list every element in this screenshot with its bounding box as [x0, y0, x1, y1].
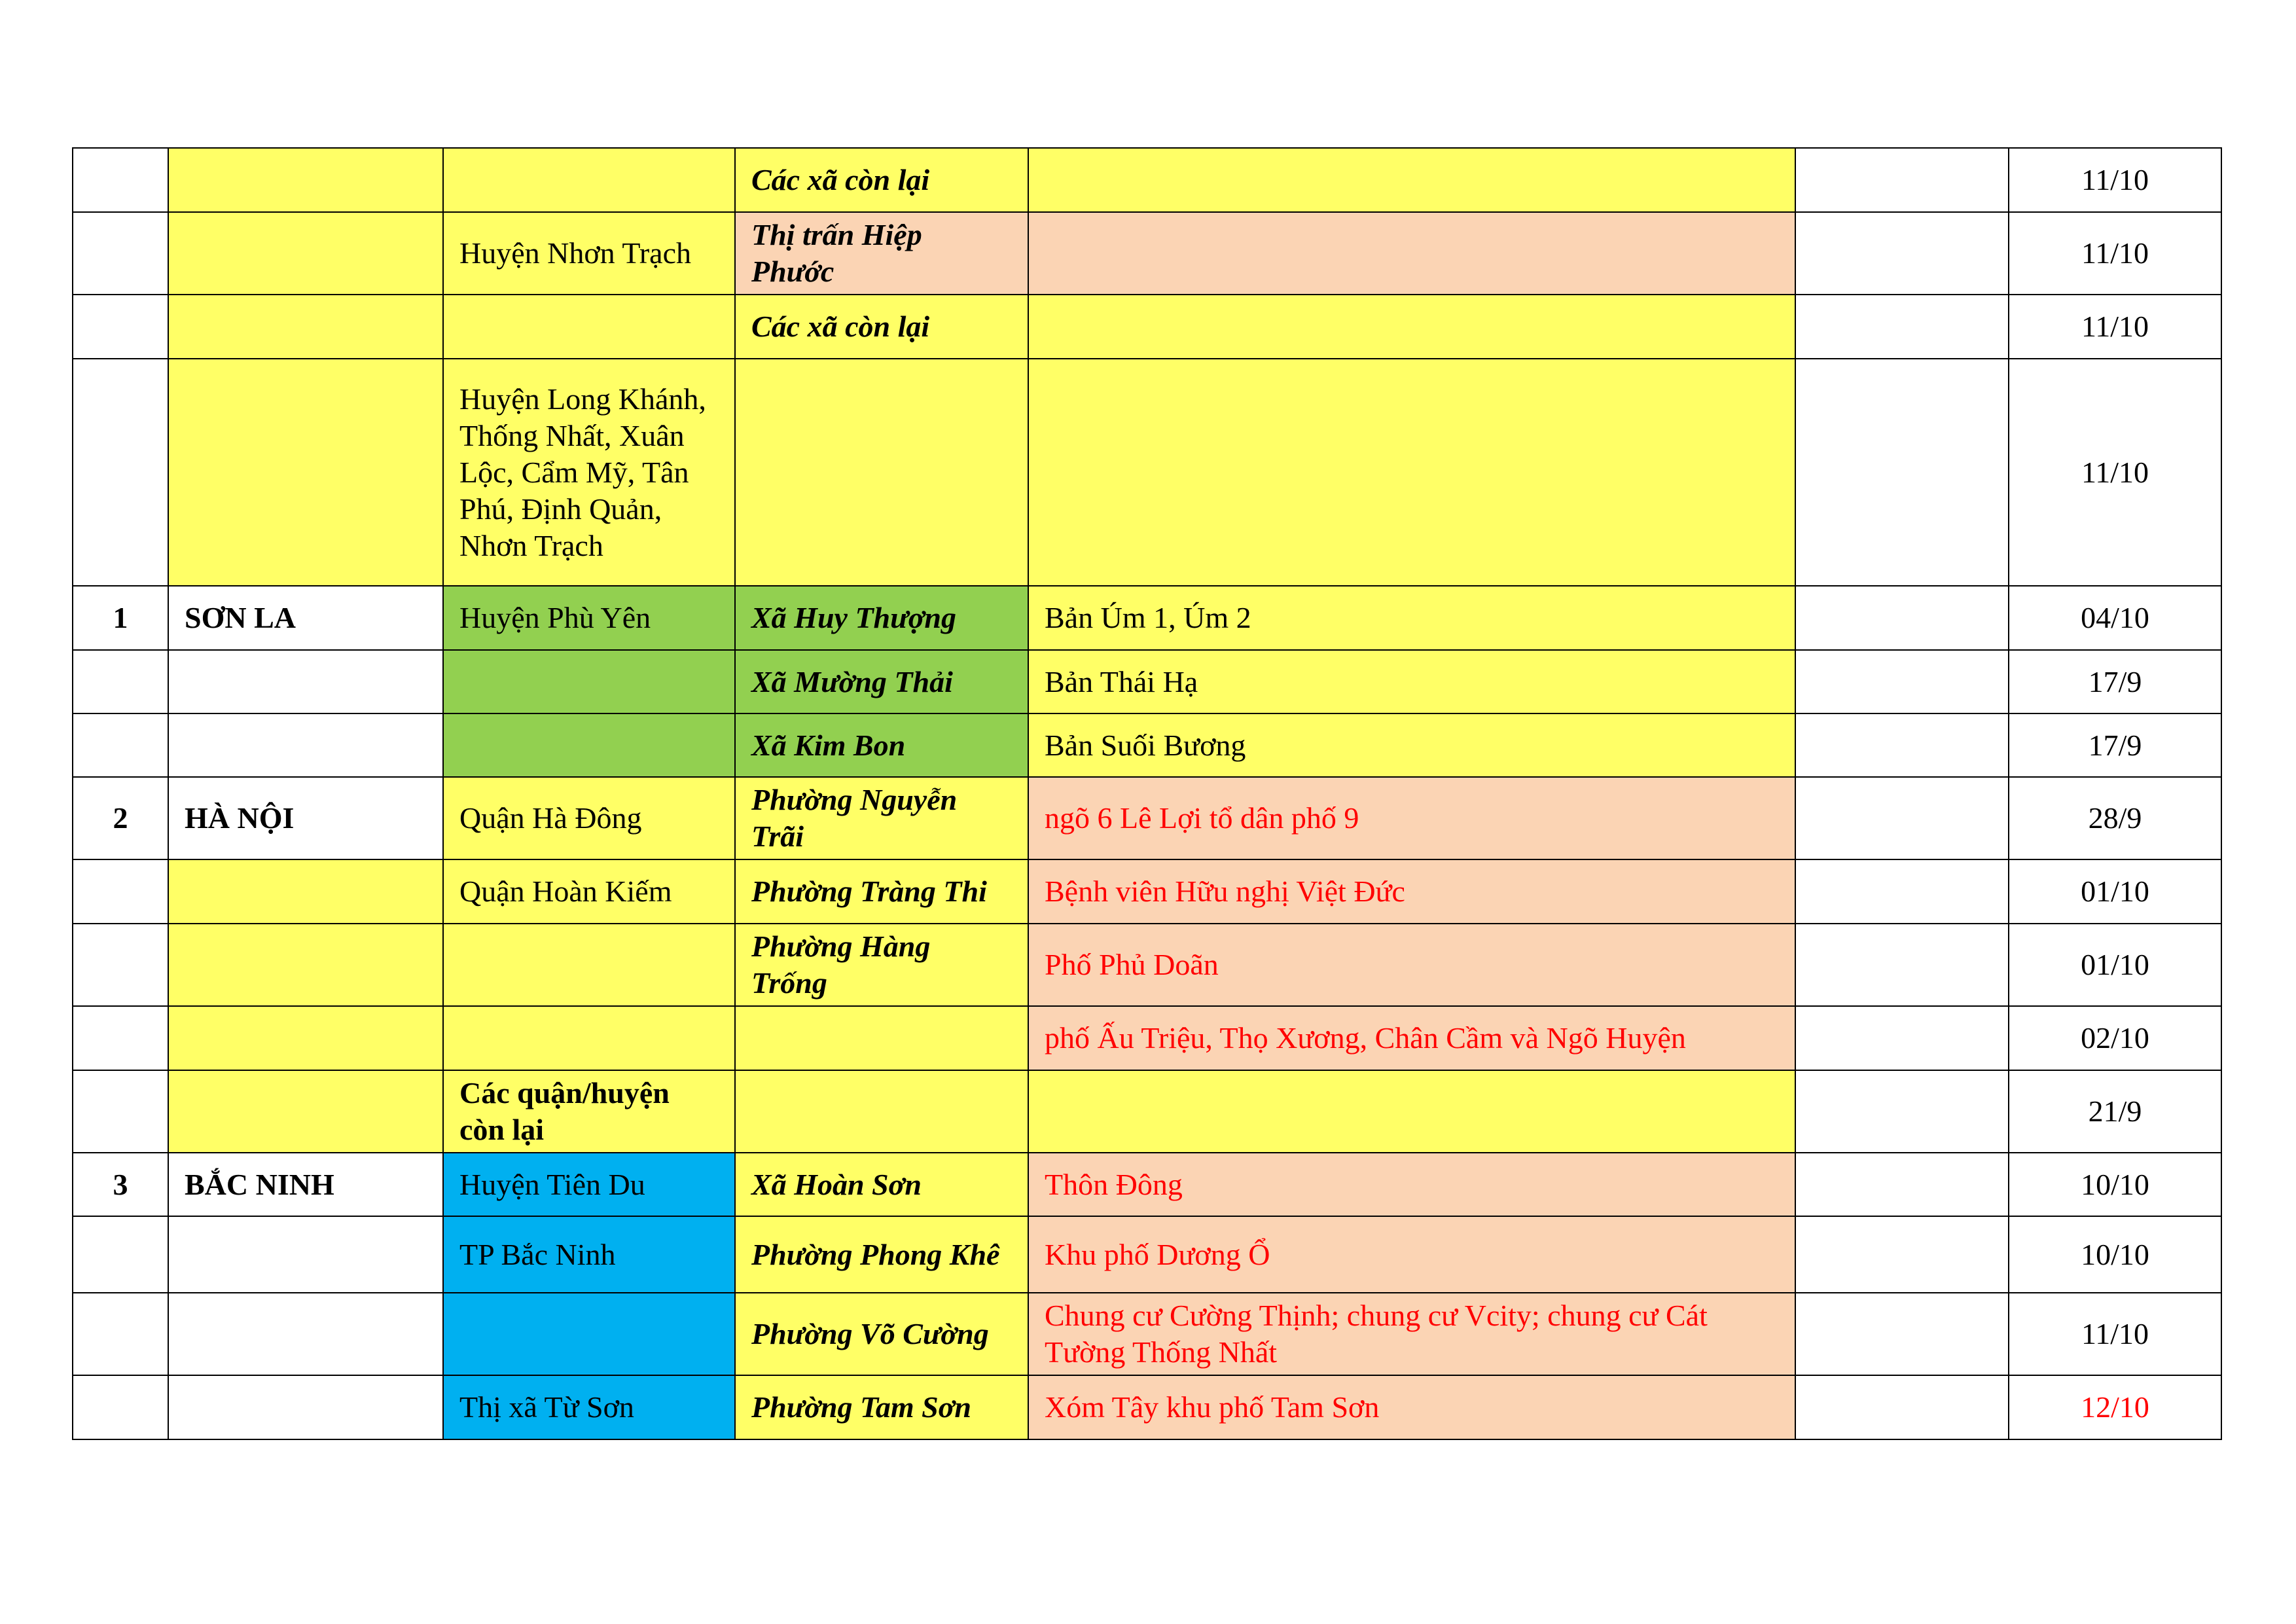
province-cell	[168, 859, 443, 924]
place-cell: Bản Suối Bương	[1028, 713, 1795, 777]
ward-cell: Phường Phong Khê	[735, 1216, 1028, 1293]
table-row	[73, 1216, 2221, 1293]
district-cell: Quận Hoàn Kiếm	[443, 859, 735, 924]
note-cell	[1795, 713, 2009, 777]
table-row	[73, 1153, 2221, 1216]
province-cell	[168, 295, 443, 359]
table-row	[73, 924, 2221, 1006]
stt-cell: 1	[73, 586, 168, 650]
note-cell	[1795, 859, 2009, 924]
stt-cell	[73, 295, 168, 359]
ward-cell: Thị trấn Hiệp Phước	[735, 212, 1028, 295]
date-cell: 21/9	[2009, 1070, 2221, 1153]
table-row	[73, 295, 2221, 359]
province-cell	[168, 713, 443, 777]
date-cell: 28/9	[2009, 777, 2221, 859]
note-cell	[1795, 586, 2009, 650]
date-cell: 11/10	[2009, 1293, 2221, 1375]
table-row	[73, 359, 2221, 586]
district-cell: Huyện Tiên Du	[443, 1153, 735, 1216]
ward-cell: Phường Hàng Trống	[735, 924, 1028, 1006]
place-cell: Bản Úm 1, Úm 2	[1028, 586, 1795, 650]
stt-cell	[73, 1006, 168, 1070]
table-row	[73, 859, 2221, 924]
date-cell: 04/10	[2009, 586, 2221, 650]
stt-cell	[73, 212, 168, 295]
district-cell	[443, 1293, 735, 1375]
date-cell: 11/10	[2009, 148, 2221, 212]
ward-cell: Xã Kim Bon	[735, 713, 1028, 777]
district-cell: Quận Hà Đông	[443, 777, 735, 859]
stt-cell	[73, 924, 168, 1006]
place-cell	[1028, 295, 1795, 359]
place-cell: ngõ 6 Lê Lợi tổ dân phố 9	[1028, 777, 1795, 859]
ward-cell: Xã Hoàn Sơn	[735, 1153, 1028, 1216]
place-cell: Bản Thái Hạ	[1028, 650, 1795, 713]
stt-cell	[73, 650, 168, 713]
province-cell	[168, 1293, 443, 1375]
place-cell: Phố Phủ Doãn	[1028, 924, 1795, 1006]
place-cell	[1028, 359, 1795, 586]
district-cell	[443, 295, 735, 359]
stt-cell	[73, 713, 168, 777]
district-cell: Huyện Long Khánh, Thống Nhất, Xuân Lộc, Cẩm Mỹ, Tân Phú, Định Quản, Nhơn Trạch	[443, 359, 735, 586]
province-cell: SƠN LA	[168, 586, 443, 650]
date-cell: 10/10	[2009, 1153, 2221, 1216]
district-cell	[443, 713, 735, 777]
note-cell	[1795, 1293, 2009, 1375]
province-cell	[168, 1006, 443, 1070]
stt-cell	[73, 148, 168, 212]
date-cell: 17/9	[2009, 713, 2221, 777]
district-cell: TP Bắc Ninh	[443, 1216, 735, 1293]
place-cell: phố Ấu Triệu, Thọ Xương, Chân Cầm và Ngõ Huyện	[1028, 1006, 1795, 1070]
province-cell	[168, 1375, 443, 1439]
table-row	[73, 586, 2221, 650]
place-cell: Khu phố Dương Ổ	[1028, 1216, 1795, 1293]
note-cell	[1795, 295, 2009, 359]
district-cell: Các quận/huyện còn lại	[443, 1070, 735, 1153]
ward-cell: Phường Nguyễn Trãi	[735, 777, 1028, 859]
place-cell: Bệnh viên Hữu nghị Việt Đức	[1028, 859, 1795, 924]
date-cell: 02/10	[2009, 1006, 2221, 1070]
note-cell	[1795, 650, 2009, 713]
district-cell: Thị xã Từ Sơn	[443, 1375, 735, 1439]
stt-cell	[73, 1216, 168, 1293]
province-cell	[168, 148, 443, 212]
stt-cell	[73, 1070, 168, 1153]
province-cell	[168, 359, 443, 586]
table-row	[73, 1375, 2221, 1439]
stt-cell	[73, 859, 168, 924]
table-row	[73, 212, 2221, 295]
note-cell	[1795, 1070, 2009, 1153]
ward-cell: Phường Võ Cường	[735, 1293, 1028, 1375]
ward-cell	[735, 1070, 1028, 1153]
table-row	[73, 650, 2221, 713]
place-cell	[1028, 1070, 1795, 1153]
table-row	[73, 713, 2221, 777]
place-cell: Thôn Đông	[1028, 1153, 1795, 1216]
province-cell	[168, 924, 443, 1006]
place-cell: Xóm Tây khu phố Tam Sơn	[1028, 1375, 1795, 1439]
date-cell: 11/10	[2009, 359, 2221, 586]
ward-cell: Phường Tam Sơn	[735, 1375, 1028, 1439]
table-row	[73, 1293, 2221, 1375]
note-cell	[1795, 1216, 2009, 1293]
province-cell	[168, 650, 443, 713]
ward-cell	[735, 1006, 1028, 1070]
date-cell: 01/10	[2009, 924, 2221, 1006]
note-cell	[1795, 777, 2009, 859]
stt-cell: 3	[73, 1153, 168, 1216]
province-cell: BẮC NINH	[168, 1153, 443, 1216]
ward-cell: Xã Huy Thượng	[735, 586, 1028, 650]
ward-cell: Các xã còn lại	[735, 148, 1028, 212]
stt-cell: 2	[73, 777, 168, 859]
note-cell	[1795, 359, 2009, 586]
ward-cell	[735, 359, 1028, 586]
district-cell: Huyện Phù Yên	[443, 586, 735, 650]
district-cell	[443, 148, 735, 212]
district-cell	[443, 924, 735, 1006]
epidemic-zone-table	[72, 147, 2222, 1440]
date-cell: 10/10	[2009, 1216, 2221, 1293]
note-cell	[1795, 924, 2009, 1006]
date-cell: 11/10	[2009, 295, 2221, 359]
table-row	[73, 1070, 2221, 1153]
date-cell: 01/10	[2009, 859, 2221, 924]
date-cell: 17/9	[2009, 650, 2221, 713]
ward-cell: Các xã còn lại	[735, 295, 1028, 359]
district-cell	[443, 650, 735, 713]
stt-cell	[73, 359, 168, 586]
table-row	[73, 1006, 2221, 1070]
province-cell: HÀ NỘI	[168, 777, 443, 859]
ward-cell: Xã Mường Thải	[735, 650, 1028, 713]
note-cell	[1795, 1153, 2009, 1216]
table-row	[73, 148, 2221, 212]
stt-cell	[73, 1293, 168, 1375]
date-cell: 11/10	[2009, 212, 2221, 295]
place-cell	[1028, 212, 1795, 295]
district-cell	[443, 1006, 735, 1070]
note-cell	[1795, 1375, 2009, 1439]
table-row	[73, 777, 2221, 859]
date-cell: 12/10	[2009, 1375, 2221, 1439]
stt-cell	[73, 1375, 168, 1439]
province-cell	[168, 212, 443, 295]
place-cell: Chung cư Cường Thịnh; chung cư Vcity; chung cư Cát Tường Thống Nhất	[1028, 1293, 1795, 1375]
province-cell	[168, 1070, 443, 1153]
note-cell	[1795, 148, 2009, 212]
place-cell	[1028, 148, 1795, 212]
district-cell: Huyện Nhơn Trạch	[443, 212, 735, 295]
ward-cell: Phường Tràng Thi	[735, 859, 1028, 924]
note-cell	[1795, 1006, 2009, 1070]
province-cell	[168, 1216, 443, 1293]
note-cell	[1795, 212, 2009, 295]
